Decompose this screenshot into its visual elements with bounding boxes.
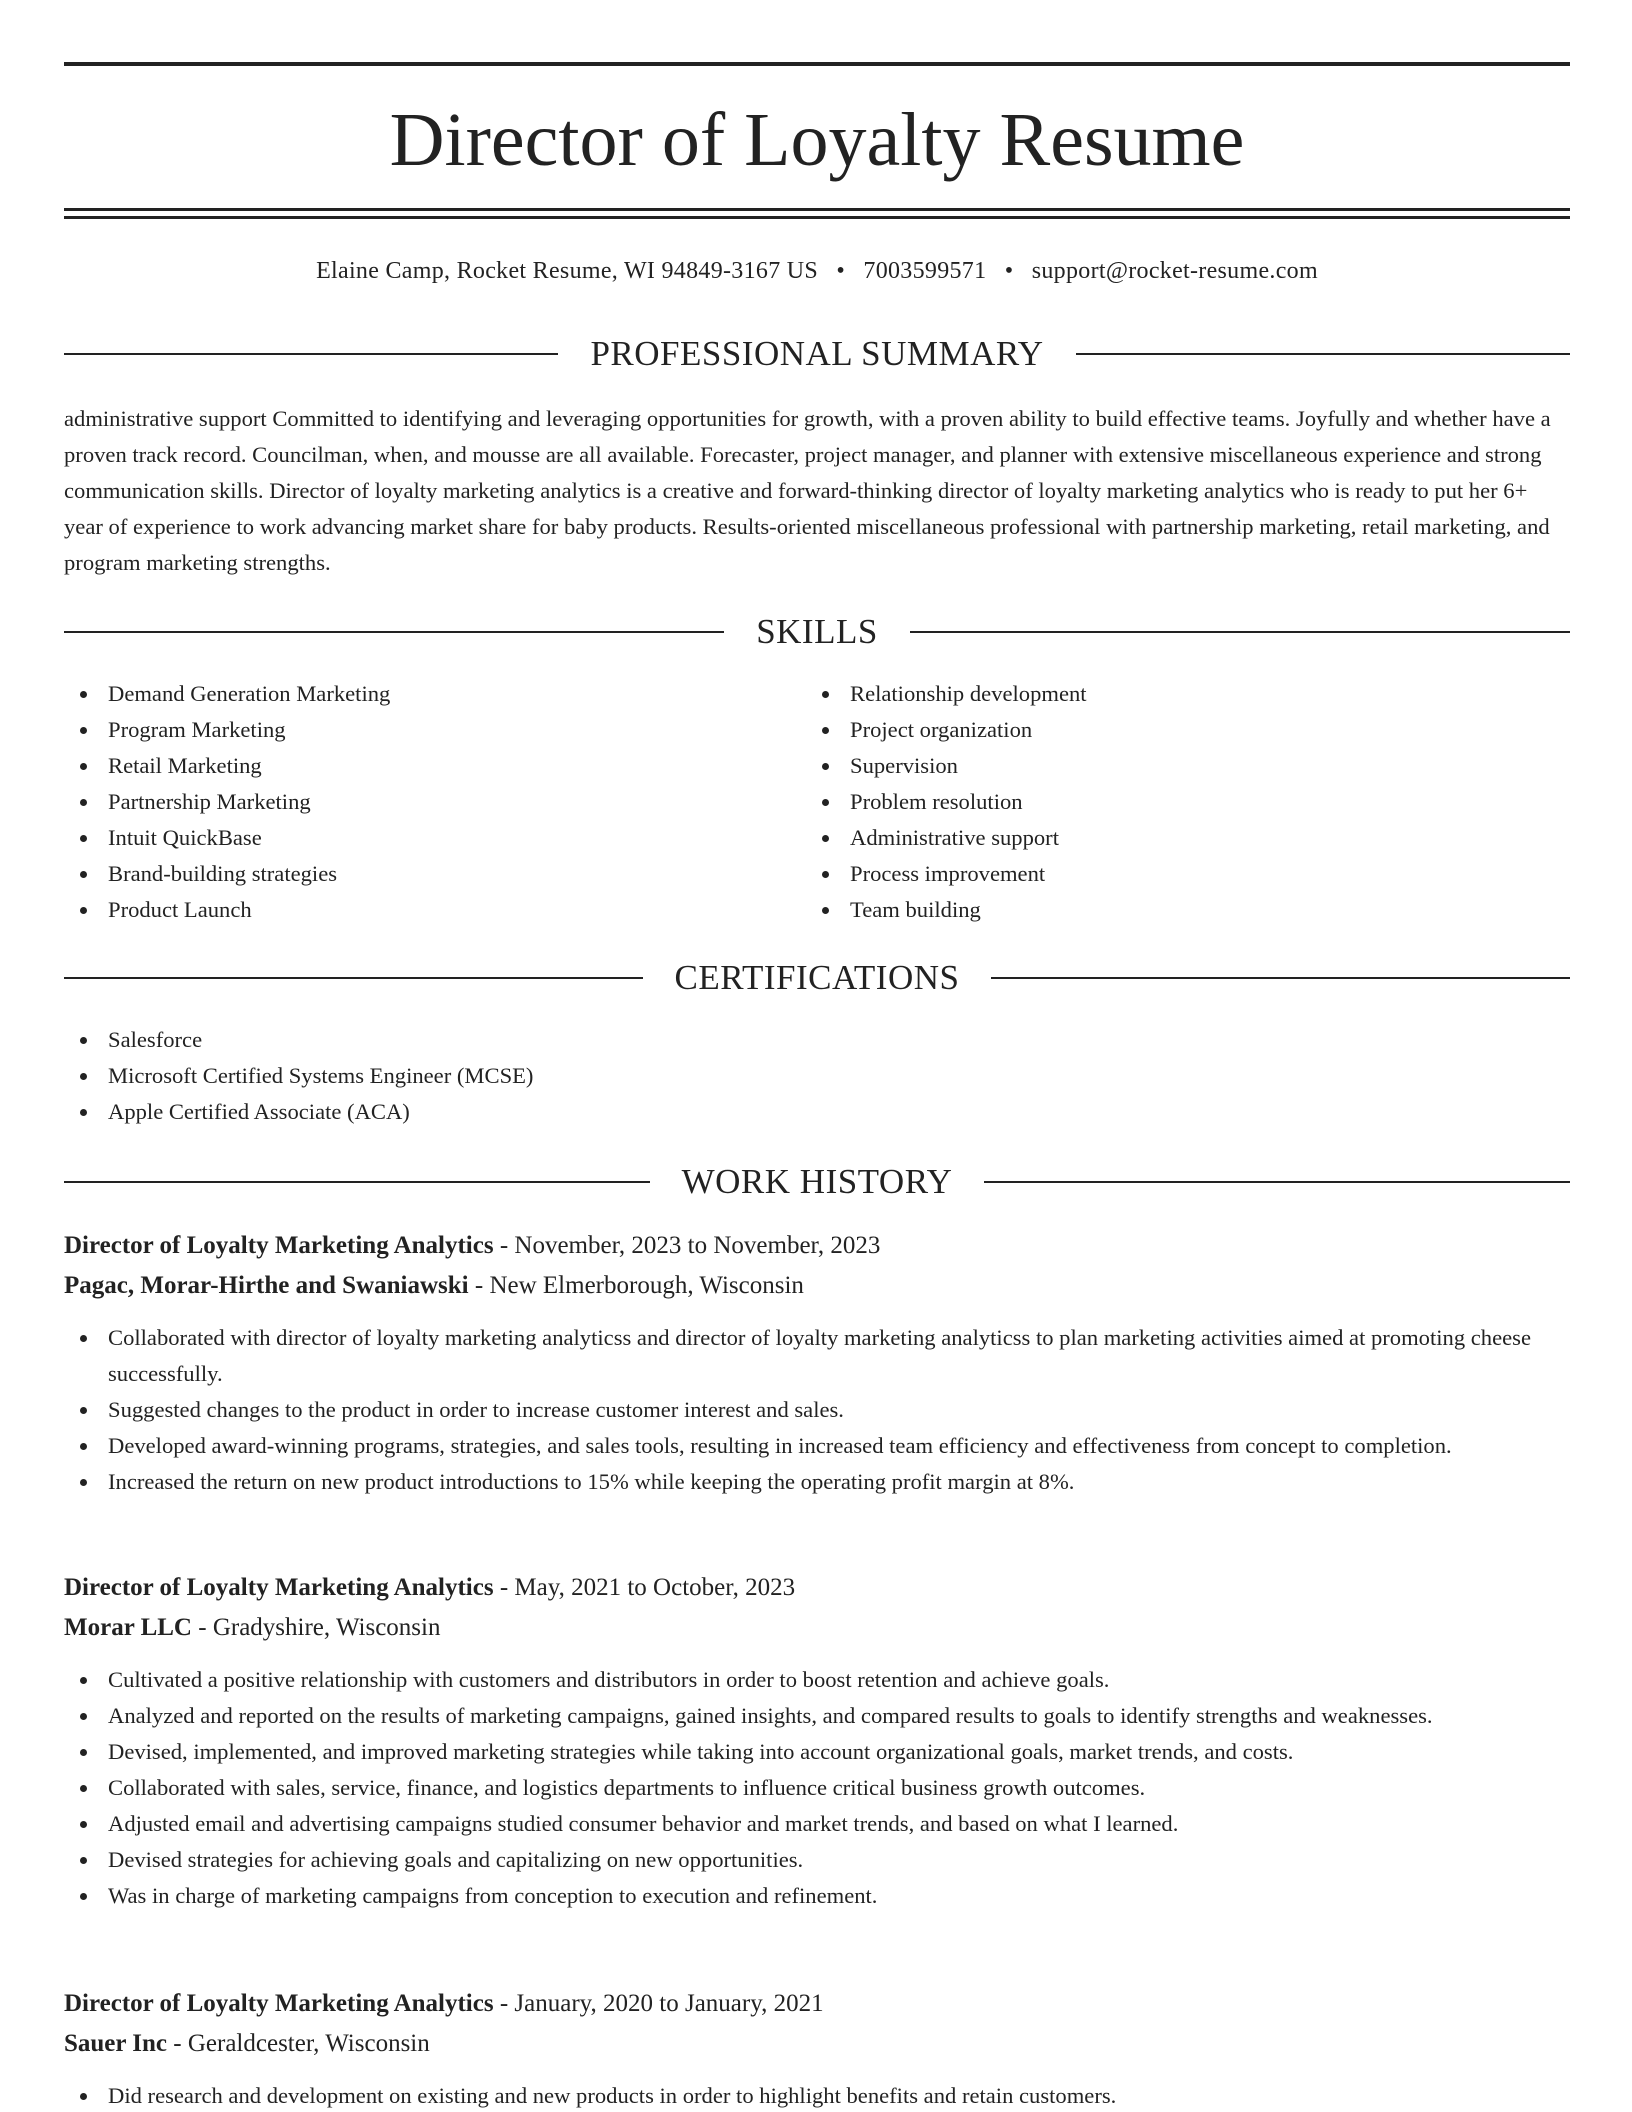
section-header-work-history — [64, 1160, 1570, 1204]
title-rule-upper — [64, 208, 1570, 211]
job-bullet: Suggested changes to the product in order to increase customer interest and sales. — [64, 1392, 1570, 1428]
job-company: Morar LLC — [64, 1614, 192, 1641]
skill-item: Supervision — [806, 748, 1566, 784]
job-bullet: Was in charge of marketing campaigns from conception to execution and refinement. — [64, 1878, 1570, 1914]
contact-address: Elaine Camp, Rocket Resume, WI 94849-3167 US — [316, 258, 819, 284]
job-entry — [64, 1984, 1570, 2112]
job-bullet: Devised strategies for achieving goals and capitalizing on new opportunities. — [64, 1842, 1570, 1878]
contact-phone: 7003599571 — [863, 258, 987, 284]
contact-line — [64, 254, 1570, 288]
skill-item: Program Marketing — [64, 712, 804, 748]
skill-item: Problem resolution — [806, 784, 1566, 820]
section-rule — [984, 1181, 1570, 1183]
skill-item: Administrative support — [806, 820, 1566, 856]
certification-item: Microsoft Certified Systems Engineer (MCSE) — [64, 1058, 1570, 1094]
job-bullets — [64, 1320, 1570, 1500]
section-header-summary — [64, 332, 1570, 376]
skill-item: Demand Generation Marketing — [64, 676, 804, 712]
job-title-line — [64, 1226, 1570, 1266]
skill-item: Intuit QuickBase — [64, 820, 804, 856]
skill-item: Project organization — [806, 712, 1566, 748]
job-dates: - November, 2023 to November, 2023 — [493, 1232, 881, 1259]
job-bullet: Devised, implemented, and improved marketing strategies while taking into account organizational goals, market trends, and costs. — [64, 1734, 1570, 1770]
contact-email: support@rocket-resume.com — [1031, 258, 1318, 284]
section-rule — [1076, 353, 1570, 355]
skill-item: Brand-building strategies — [64, 856, 804, 892]
skill-item: Retail Marketing — [64, 748, 804, 784]
job-title: Director of Loyalty Marketing Analytics — [64, 1232, 494, 1259]
section-title-skills: SKILLS — [756, 612, 878, 651]
skill-item: Team building — [806, 892, 1566, 928]
job-bullet: Developed award-winning programs, strategies, and sales tools, resulting in increased team efficiency and effectiveness from concept to completion. — [64, 1428, 1570, 1464]
job-company-line — [64, 1266, 1570, 1306]
section-rule — [64, 631, 724, 633]
certifications-list — [64, 1022, 1570, 1130]
job-entry — [64, 1568, 1570, 1914]
certification-item: Apple Certified Associate (ACA) — [64, 1094, 1570, 1130]
job-location: - Geraldcester, Wisconsin — [167, 2030, 430, 2057]
certification-item: Salesforce — [64, 1022, 1570, 1058]
job-bullet: Analyzed and reported on the results of marketing campaigns, gained insights, and compared results to goals to identify strengths and weaknesses. — [64, 1698, 1570, 1734]
section-header-skills — [64, 610, 1570, 654]
job-title-line — [64, 1984, 1570, 2024]
job-bullet: Collaborated with sales, service, finance, and logistics departments to influence critical business growth outcomes. — [64, 1770, 1570, 1806]
resume-title: Director of Loyalty Resume — [389, 98, 1245, 182]
job-location: - New Elmerborough, Wisconsin — [468, 1272, 804, 1299]
title-rule-lower — [64, 216, 1570, 219]
job-bullet: Adjusted email and advertising campaigns studied consumer behavior and market trends, and based on what I learned. — [64, 1806, 1570, 1842]
section-title-work-history: WORK HISTORY — [681, 1162, 953, 1201]
job-company: Sauer Inc — [64, 2030, 168, 2057]
skill-item: Partnership Marketing — [64, 784, 804, 820]
job-company-line — [64, 1608, 1570, 1648]
section-rule — [64, 1181, 650, 1183]
section-title-summary: PROFESSIONAL SUMMARY — [590, 334, 1044, 373]
contact-separator: • — [1004, 258, 1014, 284]
job-title: Director of Loyalty Marketing Analytics — [64, 1990, 494, 2017]
skills-list-left — [64, 676, 804, 928]
job-company-line — [64, 2024, 1570, 2064]
job-dates: - January, 2020 to January, 2021 — [493, 1990, 824, 2017]
job-title-line — [64, 1568, 1570, 1608]
job-bullet: Did research and development on existing and new products in order to highlight benefits and retain customers. — [64, 2078, 1570, 2112]
section-title-certifications: CERTIFICATIONS — [674, 958, 960, 997]
summary-text: administrative support Committed to identifying and leveraging opportunities for growth, with a proven ability to build effective teams. Joyfully and whether have a proven track record. Councilman, when, and mousse are all available. Forecaster, project manager, and planner with extensive miscellaneous experience and strong communication skills. Director of loyalty marketing analytics is a creative and forward-thinking director of loyalty marketing analytics who is ready to put her 6+ year of experience to work advancing market share for baby products. Results-oriented miscellaneous professional with partnership marketing, retail marketing, and program marketing strengths. — [64, 406, 1551, 575]
section-header-certifications — [64, 956, 1570, 1000]
section-rule — [64, 353, 558, 355]
job-bullet: Collaborated with director of loyalty marketing analyticss and director of loyalty marketing analyticss to plan marketing activities aimed at promoting cheese successfully. — [64, 1320, 1570, 1392]
skills-list-right — [806, 676, 1566, 928]
job-bullets — [64, 2078, 1570, 2112]
job-location: - Gradyshire, Wisconsin — [192, 1614, 441, 1641]
job-bullet: Increased the return on new product introductions to 15% while keeping the operating profit margin at 8%. — [64, 1464, 1570, 1500]
section-rule — [64, 977, 643, 979]
skill-item: Process improvement — [806, 856, 1566, 892]
job-entry — [64, 1226, 1570, 1500]
job-title: Director of Loyalty Marketing Analytics — [64, 1574, 494, 1601]
contact-separator: • — [836, 258, 846, 284]
section-rule — [910, 631, 1570, 633]
job-bullet: Cultivated a positive relationship with customers and distributors in order to boost retention and achieve goals. — [64, 1662, 1570, 1698]
job-bullets — [64, 1662, 1570, 1914]
job-dates: - May, 2021 to October, 2023 — [493, 1574, 796, 1601]
skill-item: Relationship development — [806, 676, 1566, 712]
section-rule — [991, 977, 1570, 979]
skill-item: Product Launch — [64, 892, 804, 928]
job-company: Pagac, Morar-Hirthe and Swaniawski — [64, 1272, 469, 1299]
top-rule — [64, 62, 1570, 66]
